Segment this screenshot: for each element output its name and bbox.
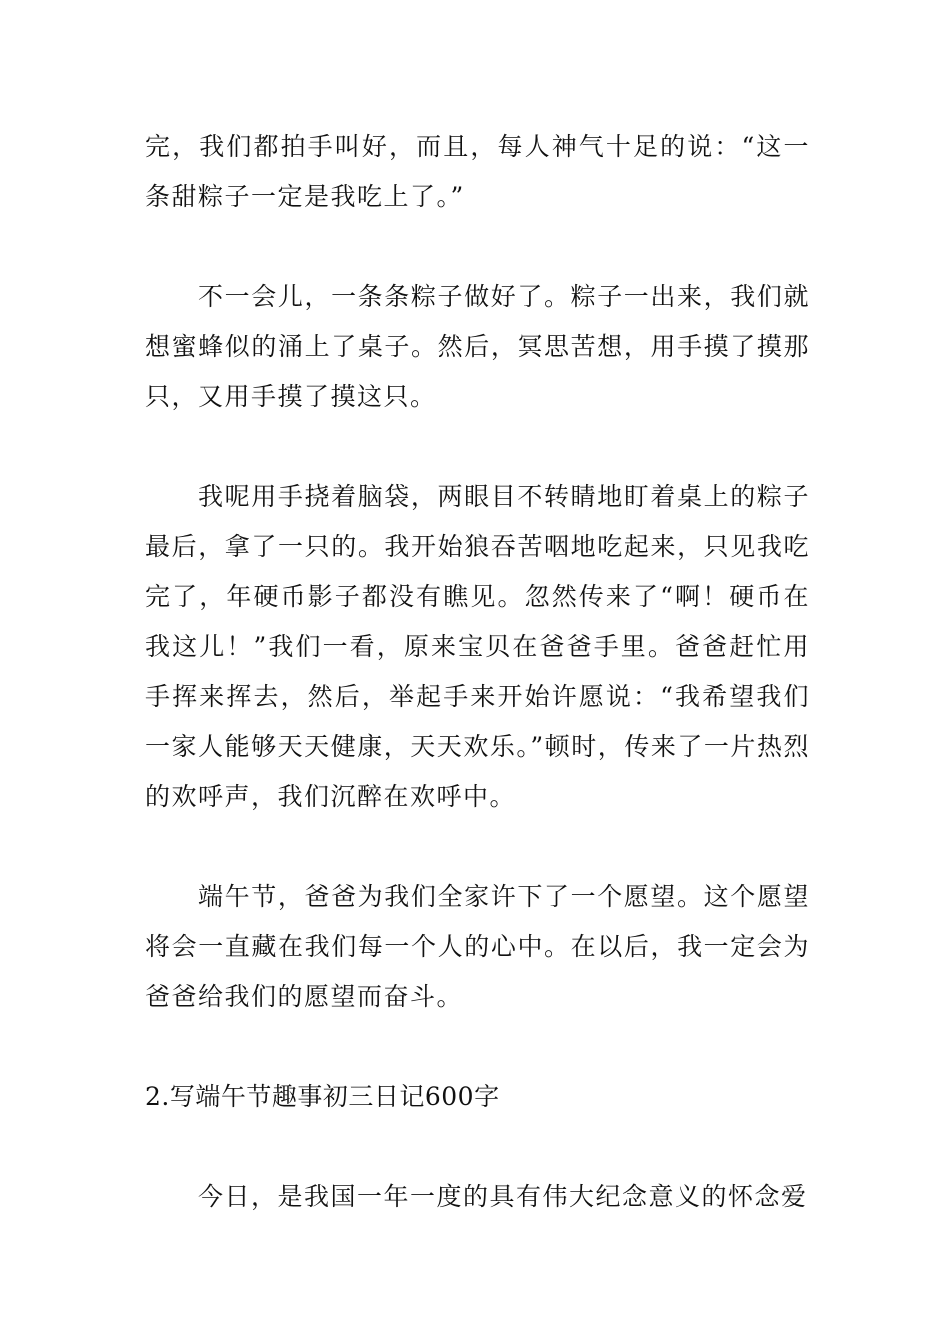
paragraph-new-essay-start: 今日，是我国一年一度的具有伟大纪念意义的怀念爱 bbox=[198, 1182, 808, 1211]
document-body bbox=[145, 122, 810, 1222]
section-heading: 2.写端午节趣事初三日记600字 bbox=[145, 1082, 500, 1111]
paragraph-coin-found: 我呢用手挠着脑袋，两眼目不转睛地盯着桌上的粽子最后，拿了一只的。我开始狼吞苦咽地吃起来，只见我吃完了，年硬币影子都没有瞧见。忽然传来了“啊！硬币在我这儿！”我们一看，原来宝贝在爸爸手里。爸爸赶忙用手挥来挥去，然后，举起手来开始许愿说：“我希望我们一家人能够天天健康，天天欢乐。”顿时，传来了一片热烈的欢呼声，我们沉醉在欢呼中。 bbox=[145, 482, 810, 811]
paragraph-continuation: 完，我们都拍手叫好，而且，每人神气十足的说：“这一条甜粽子一定是我吃上了。” bbox=[145, 132, 810, 211]
paragraph-wish: 端午节，爸爸为我们全家许下了一个愿望。这个愿望将会一直藏在我们每一个人的心中。在以后，我一定会为爸爸给我们的愿望而奋斗。 bbox=[145, 882, 810, 1011]
paragraph-zongzi-made: 不一会儿，一条条粽子做好了。粽子一出来，我们就想蜜蜂似的涌上了桌子。然后，冥思苦想，用手摸了摸那只，又用手摸了摸这只。 bbox=[145, 282, 810, 411]
